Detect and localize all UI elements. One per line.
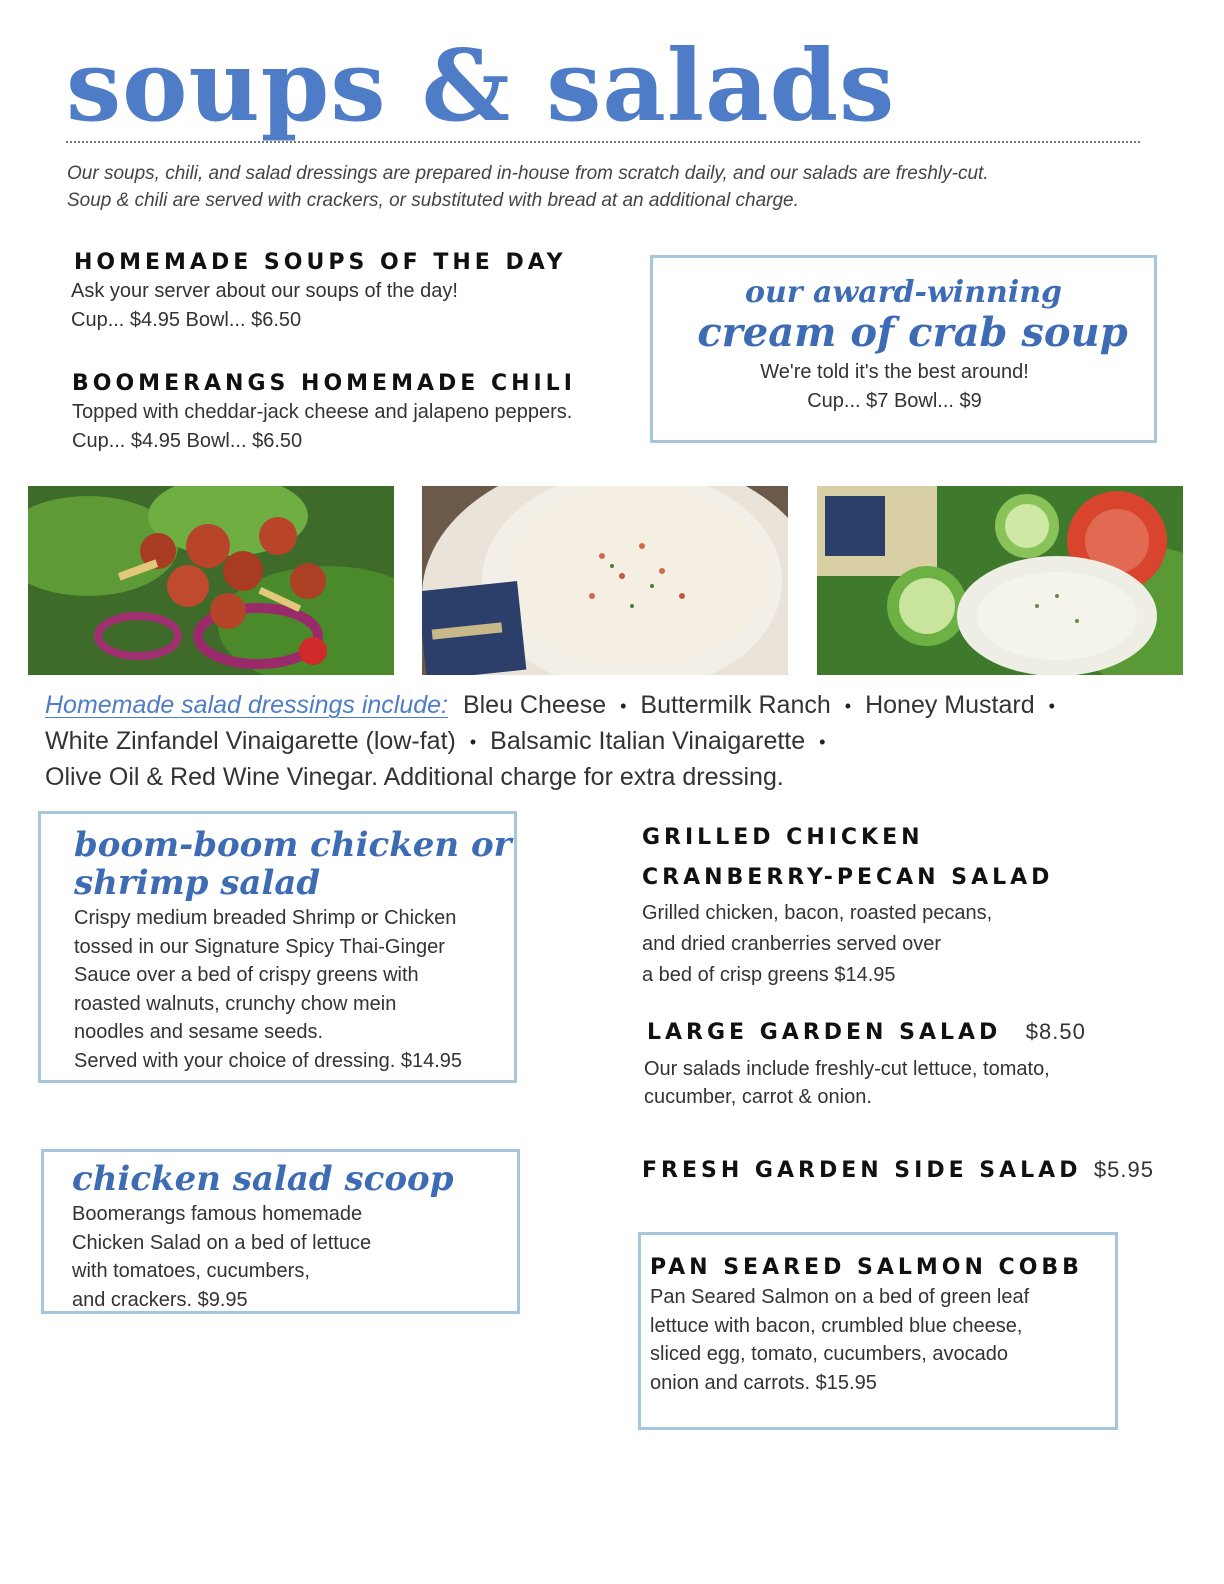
large-garden-desc-line: cucumber, carrot & onion. [644, 1086, 872, 1108]
salmon-heading: PAN SEARED SALMON COBB [650, 1255, 1083, 1280]
soups-of-the-day-desc: Ask your server about our soups of the day! [71, 280, 458, 302]
intro-line-2: Soup & chili are served with crackers, or substituted with bread at an additional charge. [67, 190, 799, 211]
chicken-salad-scoop-photo [817, 486, 1183, 675]
crab-desc: We're told it's the best around! [760, 361, 1029, 383]
dressings-line-1 [45, 688, 1175, 724]
soups-of-the-day-heading: HOMEMADE SOUPS OF THE DAY [74, 250, 567, 275]
crab-price: Cup... $7 Bowl... $9 [807, 389, 982, 412]
bullet: • [620, 695, 627, 716]
scoop-desc-line: Boomerangs famous homemade [72, 1203, 363, 1225]
homemade-chili [72, 371, 576, 455]
cream-of-crab-box [650, 255, 1157, 443]
dressing-item: Balsamic Italian Vinaigarette [490, 726, 806, 755]
salmon-price-line: onion and carrots. $15.95 [650, 1371, 877, 1394]
page-title: soups & salads [66, 29, 896, 144]
boom-title-line-1: boom-boom chicken or [74, 825, 512, 865]
boom-price-line: Served with your choice of dressing. $14.95 [74, 1049, 462, 1072]
boom-desc-line: Sauce over a bed of crispy greens with [74, 964, 419, 986]
large-garden-price: $8.50 [1025, 1019, 1086, 1044]
salmon-desc-line: Pan Seared Salmon on a bed of green leaf [650, 1286, 1030, 1308]
dressing-item: White Zinfandel Vinaigarette (low-fat) [45, 726, 456, 755]
cranberry-heading-line-2: CRANBERRY-PECAN SALAD [642, 865, 1054, 890]
large-garden-salad [644, 1018, 1086, 1112]
bullet: • [819, 731, 826, 752]
boom-desc-line: roasted walnuts, crunchy chow mein [74, 992, 397, 1015]
chili-heading: BOOMERANGS HOMEMADE CHILI [72, 371, 576, 396]
dressing-item: Buttermilk Ranch [640, 691, 831, 719]
large-garden-heading-row [647, 1018, 1086, 1047]
scoop-desc-line: with tomatoes, cucumbers, [72, 1260, 310, 1282]
cranberry-pecan-salad [642, 818, 1053, 991]
salmon-desc-line: lettuce with bacon, crumbled blue cheese, [650, 1314, 1023, 1337]
cranberry-desc-line: Grilled chicken, bacon, roasted pecans, [642, 902, 993, 924]
scoop-price-line: and crackers. $9.95 [72, 1288, 248, 1311]
chili-price: Cup... $4.95 Bowl... $6.50 [72, 429, 303, 452]
bullet: • [469, 731, 477, 752]
side-garden-salad [642, 1156, 1154, 1185]
dressings-line-2 [45, 724, 1175, 760]
title-divider [66, 141, 1140, 143]
side-garden-price: $5.95 [1093, 1157, 1154, 1182]
chicken-salad-scoop-box [41, 1149, 520, 1314]
soups-of-the-day-price: Cup... $4.95 Bowl... $6.50 [71, 308, 302, 331]
crab-title-line-2: cream of crab soup [697, 309, 1128, 356]
cranberry-price-line: a bed of crisp greens $14.95 [642, 964, 896, 986]
boom-title-line-2: shrimp salad [74, 863, 321, 903]
side-garden-heading: FRESH GARDEN SIDE SALAD [642, 1158, 1082, 1183]
boom-boom-salad-photo [28, 486, 394, 675]
bullet: • [844, 695, 852, 716]
dressings-lead: Homemade salad dressings include: [45, 691, 448, 719]
dressing-item: Bleu Cheese [462, 691, 607, 719]
dressings-line-3: Olive Oil & Red Wine Vinegar. Additional charge for extra dressing. [45, 762, 784, 791]
boom-desc-line: Crispy medium breaded Shrimp or Chicken [74, 907, 457, 929]
scoop-title: chicken salad scoop [72, 1159, 454, 1199]
soups-of-the-day [71, 250, 567, 334]
cream-of-crab-photo [422, 486, 788, 675]
intro-text [67, 160, 989, 214]
salmon-desc-line: sliced egg, tomato, cucumbers, avocado [650, 1343, 1008, 1365]
intro-line-1: Our soups, chili, and salad dressings are prepared in-house from scratch daily, and our salads are freshly-cut. [67, 163, 989, 184]
large-garden-desc-line: Our salads include freshly-cut lettuce, tomato, [644, 1057, 1050, 1080]
salmon-cobb-box [638, 1232, 1118, 1430]
boom-desc-line: noodles and sesame seeds. [74, 1021, 324, 1043]
cranberry-desc-line: and dried cranberries served over [642, 933, 942, 955]
crab-title-line-1: our award-winning [744, 275, 1063, 310]
chili-desc: Topped with cheddar-jack cheese and jalapeno peppers. [72, 401, 573, 423]
boom-desc-line: tossed in our Signature Spicy Thai-Ginger [74, 935, 445, 958]
dressing-item: Honey Mustard [865, 691, 1035, 719]
cranberry-heading-line-1: GRILLED CHICKEN [642, 825, 924, 850]
large-garden-heading: LARGE GARDEN SALAD [647, 1020, 1002, 1045]
boom-boom-salad-box [38, 811, 517, 1083]
scoop-desc-line: Chicken Salad on a bed of lettuce [72, 1231, 372, 1254]
salad-dressings [45, 688, 1175, 795]
bullet: • [1048, 695, 1055, 716]
